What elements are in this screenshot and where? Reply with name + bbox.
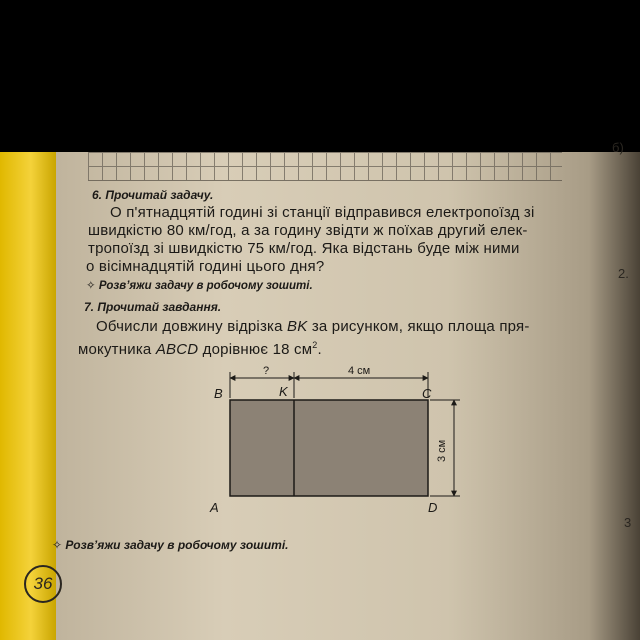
right-margin-middle: 2. — [618, 266, 629, 281]
task-6-header: 6. Прочитай задачу. — [92, 188, 214, 202]
task-6-line-2: швидкістю 80 км/год, а за годину звідти ж поїхав другий елек- — [88, 222, 528, 239]
task-7-header: 7. Прочитай завдання. — [84, 300, 222, 314]
task-7-var-abcd: ABCD — [155, 341, 199, 358]
task-7-line-1-post: за рисунком, якщо площа пря- — [307, 318, 530, 335]
vertex-b: B — [214, 386, 223, 401]
dim-label-bk: ? — [263, 365, 270, 377]
right-margin-bottom: 3 — [624, 515, 632, 530]
vertex-c: C — [422, 386, 432, 401]
vertex-k: K — [279, 384, 288, 399]
task-7-line-2-post: дорівнює 18 см — [198, 341, 313, 358]
right-margin-top: б) — [612, 140, 624, 155]
vertex-d: D — [428, 500, 438, 515]
dim-label-kc: 4 см — [348, 365, 371, 377]
dim-label-cd: 3 см — [436, 439, 448, 462]
task-7-var-bk: BK — [287, 318, 308, 335]
page-number-badge — [24, 565, 62, 603]
task-7-sup: 2 — [312, 340, 318, 350]
rectangle-abcd — [230, 400, 428, 496]
vertex-a: A — [210, 500, 219, 515]
task-7-line-1-pre: Обчисли довжину відрізка — [96, 318, 288, 335]
task-6-line-4: о вісімнадцятій годині цього дня? — [86, 258, 325, 275]
page-number: 36 — [33, 574, 53, 593]
task-6-line-3: тропоїзд зі швидкістю 75 км/год. Яка відстань буде між ними — [88, 240, 520, 257]
task-7-line-2-end: . — [317, 341, 322, 358]
task-7-note: ✧ Розв’яжи задачу в робочому зошиті. — [52, 538, 289, 552]
task-6-line-1: О п'ятнадцятій годині зі станції відправився електропоїзд зі — [110, 204, 535, 221]
task-6-note: ✧ Розв’яжи задачу в робочому зошиті. — [86, 280, 313, 292]
task-7-line-2-pre: мокутника — [78, 341, 156, 358]
